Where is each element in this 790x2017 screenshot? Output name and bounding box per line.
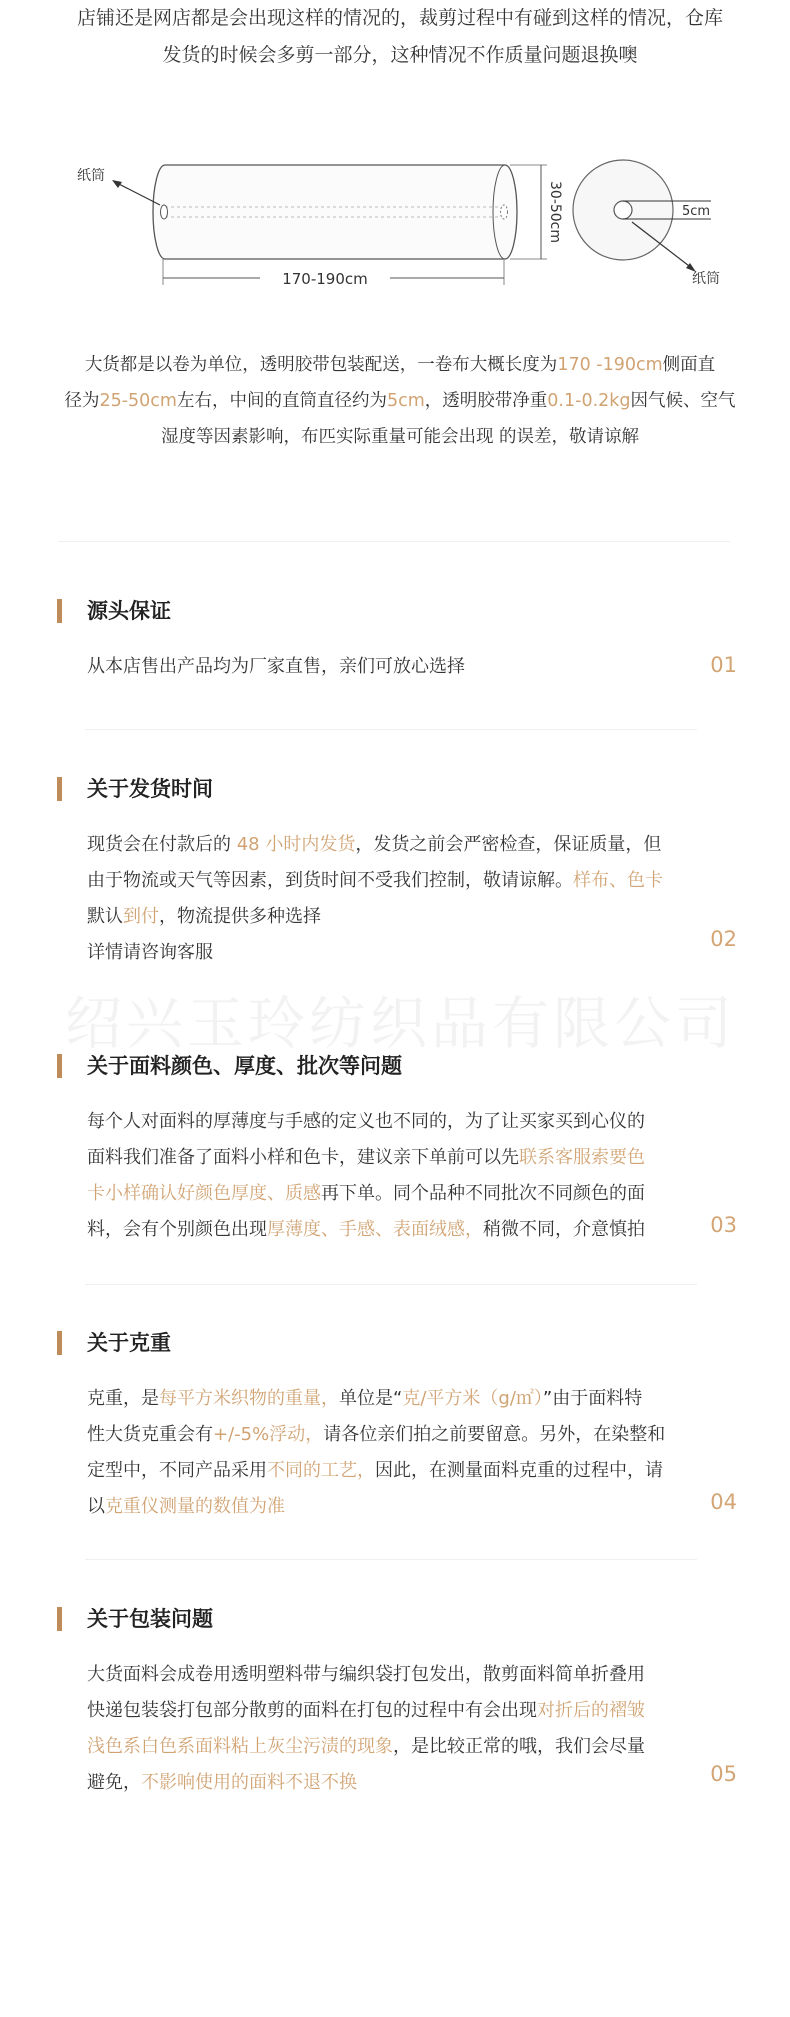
- section-shipping-time: [57, 774, 737, 974]
- section-body: 现货会在付款后的 48 小时内发货，发货之前会严密检查，保证质量，但 由于物流或天气等因素，到货时间不受我们控制，敬请谅解。样布、色卡 默认到付，物流提供多种选择 详情请咨询客服: [87, 834, 663, 963]
- highlight-diameter: 25-50cm: [99, 391, 177, 411]
- tube-right-label: 纸筒: [692, 271, 720, 287]
- roll-description: [60, 347, 740, 455]
- section-number: 05: [710, 1762, 737, 1786]
- section-title: 源头保证: [57, 596, 737, 626]
- section-number: 03: [710, 1213, 737, 1237]
- divider: [58, 541, 730, 542]
- section-fabric-color: [57, 1051, 737, 1251]
- section-body: 大货面料会成卷用透明塑料带与编织袋打包发出，散剪面料简单折叠用 快递包装袋打包部分散剪的面料在打包的过程中有会出现对折后的褶皱 浅色系白色系面料粘上灰尘污渍的现象，是比较正常的哦，我们会尽量 避免，不影响使用的面料不退不换: [87, 1664, 645, 1793]
- highlight-core: 5cm: [386, 391, 425, 411]
- divider: [85, 729, 697, 730]
- title-accent-bar: [57, 1607, 62, 1631]
- section-body: 每个人对面料的厚薄度与手感的定义也不同的，为了让买家买到心仪的 面料我们准备了面料小样和色卡，建议亲下单前可以先联系客服索要色 卡小样确认好颜色厚度、质感再下单。同个品种不同批次不同颜色的面 料，会有个别颜色出现厚薄度、手感、表面绒感，稍微不同，介意慎拍: [87, 1111, 645, 1240]
- intro-line-2: 发货的时候会多剪一部分，这种情况不作质量问题退换噢: [162, 44, 638, 66]
- desc-line-2: 径为25-50cm左右，中间的直筒直径约为5cm，透明胶带净重0.1-0.2kg因气候、空气: [64, 391, 736, 411]
- section-number: 01: [710, 653, 737, 677]
- core-diameter-label: 5cm: [682, 204, 711, 219]
- title-accent-bar: [57, 599, 62, 623]
- section-packaging: [57, 1604, 737, 1804]
- section-title: 关于发货时间: [57, 774, 737, 804]
- fabric-roll-diagram: [60, 140, 740, 300]
- roll-cylinder: [153, 165, 517, 259]
- title-accent-bar: [57, 777, 62, 801]
- company-watermark: 绍兴玉玲纺织品有限公司: [65, 991, 736, 1057]
- divider: [85, 1284, 697, 1285]
- title-accent-bar: [57, 1054, 62, 1078]
- section-number: 02: [710, 927, 737, 951]
- desc-line-3: 湿度等因素影响，布匹实际重量可能会出现 的误差，敬请谅解: [160, 427, 640, 447]
- highlight-weight: 0.1-0.2kg: [547, 391, 631, 411]
- divider: [85, 1559, 697, 1560]
- intro-text: [55, 0, 745, 74]
- tube-left-pointer: [115, 182, 160, 205]
- intro-line-1: 店铺还是网店都是会出现这样的情况的，裁剪过程中有碰到这样的情况，仓库: [76, 7, 723, 29]
- section-title: 关于包装问题: [57, 1604, 737, 1634]
- section-source-guarantee: [57, 596, 737, 686]
- desc-line-1: 大货都是以卷为单位，透明胶带包装配送，一卷布大概长度为170 -190cm侧面直: [84, 355, 716, 375]
- section-body: 从本店售出产品均为厂家直售，亲们可放心选择: [87, 656, 465, 677]
- section-body: 克重，是每平方米织物的重量，单位是“克/平方米（g/㎡）”由于面料特 性大货克重会有+/-5%浮动，请各位亲们拍之前要留意。另外，在染整和 定型中，不同产品采用不同的工艺，因此，在测量面料克重的过程中，请 以克重仪测量的数值为准: [87, 1388, 666, 1517]
- section-number: 04: [710, 1490, 737, 1514]
- diameter-label: 30-50cm: [547, 180, 563, 244]
- length-label: 170-190cm: [282, 270, 368, 288]
- section-title: 关于克重: [57, 1328, 737, 1358]
- section-fabric-weight: [57, 1328, 737, 1528]
- highlight-length: 170 -190cm: [557, 355, 663, 375]
- section-title: 关于面料颜色、厚度、批次等问题: [57, 1051, 737, 1081]
- title-accent-bar: [57, 1331, 62, 1355]
- tube-left-label: 纸筒: [77, 168, 105, 184]
